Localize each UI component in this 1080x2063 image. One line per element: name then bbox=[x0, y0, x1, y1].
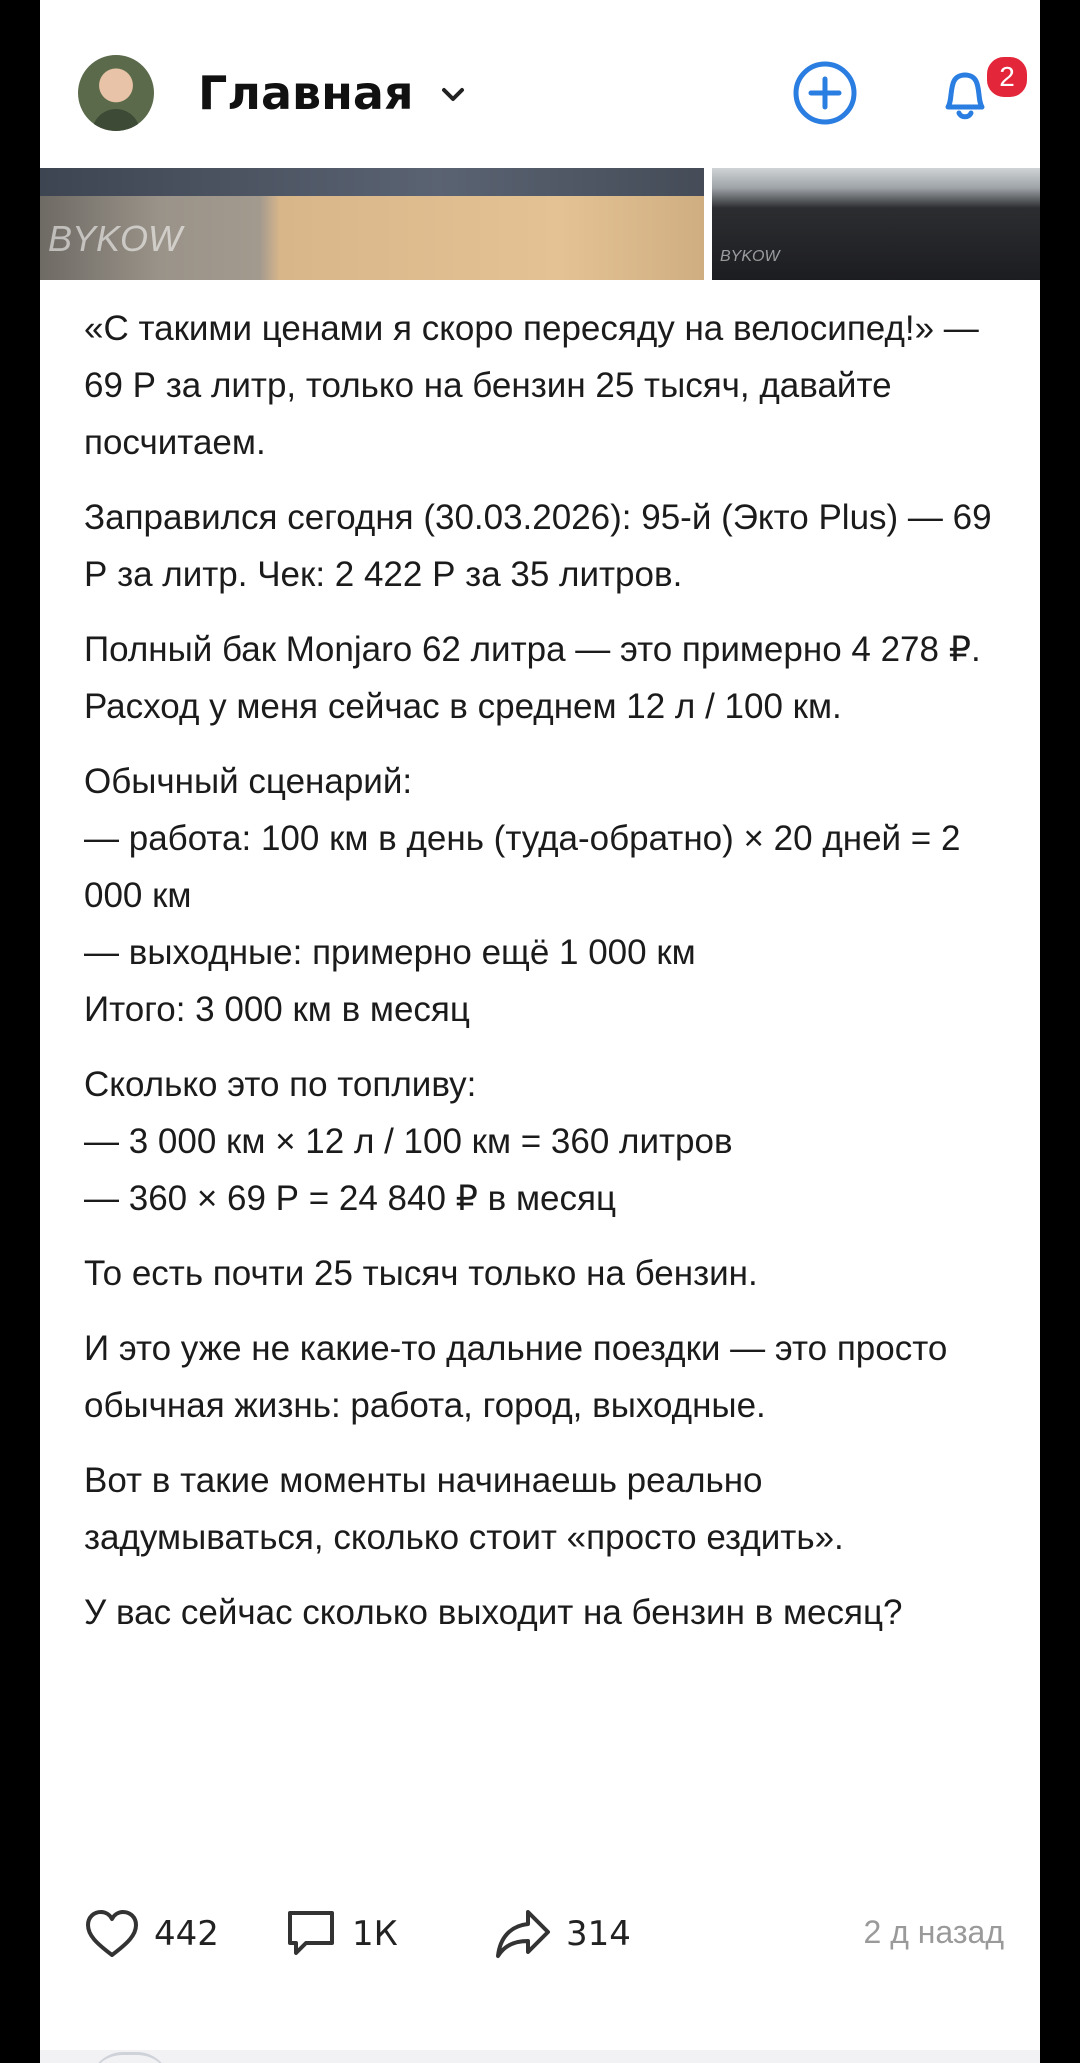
app-screen bbox=[40, 0, 1040, 2063]
feed-divider bbox=[40, 2050, 1040, 2063]
post-paragraph: То есть почти 25 тысяч только на бензин. bbox=[84, 1254, 758, 1293]
post-image-2[interactable] bbox=[712, 168, 1040, 280]
profile-avatar[interactable] bbox=[78, 55, 154, 131]
share-count: 314 bbox=[566, 1914, 631, 1954]
top-bar bbox=[40, 0, 1040, 168]
post-paragraph: Обычный сценарий: — работа: 100 км в день (туда-обратно) × 20 дней = 2 000 км — выходные: примерно ещё 1 000 км Итого: 3 000 км в месяц bbox=[84, 762, 961, 1029]
post-actions bbox=[84, 1904, 1004, 1964]
image-watermark: BYKOW bbox=[48, 218, 183, 259]
comment-count: 1К bbox=[352, 1914, 398, 1954]
post-timestamp: 2 д назад bbox=[863, 1914, 1004, 1950]
heart-icon bbox=[84, 1909, 140, 1959]
post-paragraph: «С такими ценами я скоро пересяду на велосипед!» — 69 Р за литр, только на бензин 25 тысяч, давайте посчитаем. bbox=[84, 309, 989, 462]
post-paragraph: И это уже не какие-то дальние поездки — это просто обычная жизнь: работа, город, выходные. bbox=[84, 1329, 958, 1425]
post-text bbox=[84, 300, 1004, 1659]
like-button[interactable] bbox=[84, 1904, 219, 1964]
post-paragraph: Заправился сегодня (30.03.2026): 95-й (Экто Plus) — 69 Р за литр. Чек: 2 422 Р за 35 литров. bbox=[84, 498, 1002, 594]
plus-circle-icon[interactable] bbox=[792, 60, 858, 126]
share-arrow-icon bbox=[494, 1908, 552, 1960]
post-paragraph: Вот в такие моменты начинаешь реально задумываться, сколько стоит «просто ездить». bbox=[84, 1461, 844, 1557]
post-images[interactable] bbox=[40, 168, 1040, 280]
post-image-1[interactable] bbox=[40, 168, 704, 280]
post-paragraph: Сколько это по топливу: — 3 000 км × 12 л / 100 км = 360 литров — 360 × 69 Р = 24 840 ₽ в месяц bbox=[84, 1065, 733, 1218]
notification-badge: 2 bbox=[984, 54, 1030, 100]
like-count: 442 bbox=[154, 1914, 219, 1954]
post-paragraph: У вас сейчас сколько выходит на бензин в месяц? bbox=[84, 1593, 903, 1632]
comment-icon bbox=[284, 1907, 338, 1961]
share-button[interactable] bbox=[494, 1904, 631, 1964]
image-watermark: BYKOW bbox=[720, 248, 780, 265]
chevron-down-icon[interactable] bbox=[436, 78, 470, 112]
post-paragraph: Полный бак Monjaro 62 литра — это примерно 4 278 ₽. Расход у меня сейчас в среднем 12 л / 100 км. bbox=[84, 630, 981, 726]
page-title[interactable]: Главная bbox=[198, 66, 414, 120]
comment-button[interactable] bbox=[284, 1904, 398, 1964]
